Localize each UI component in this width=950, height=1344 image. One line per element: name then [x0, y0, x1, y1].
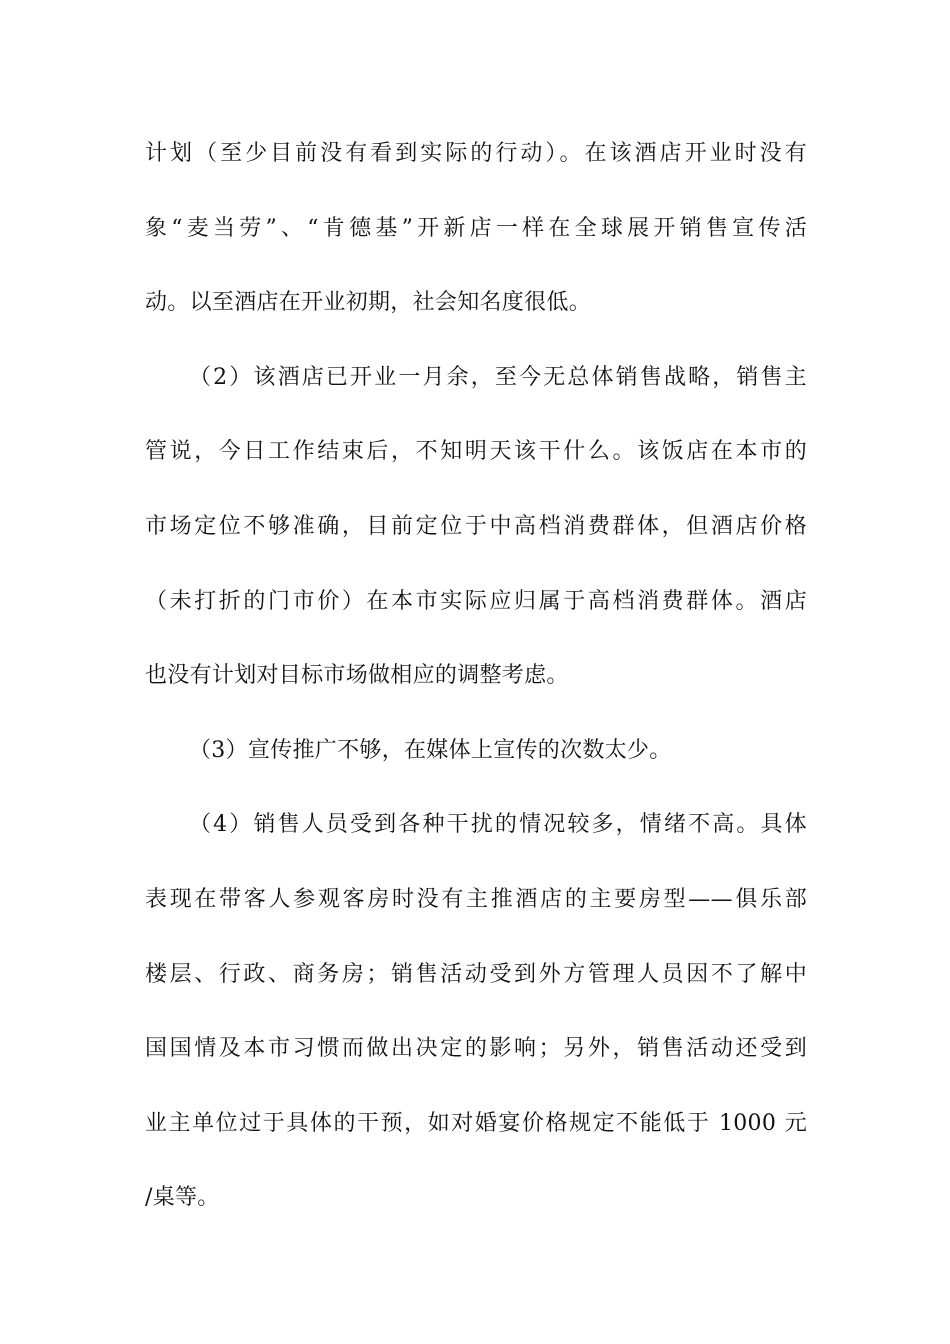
- text-line: 管说，今日工作结束后，不知明天该干什么。该饭店在本市的: [145, 439, 807, 465]
- text-line: 也没有计划对目标市场做相应的调整考虑。: [145, 663, 569, 689]
- paragraph-4-first-line: （4）销售人员受到各种干扰的情况较多，情绪不高。具体: [189, 812, 807, 838]
- paragraph-3-line: （3）宣传推广不够，在媒体上宣传的次数太少。: [189, 737, 672, 763]
- text-line: 楼层、行政、商务房；销售活动受到外方管理人员因不了解中: [145, 961, 807, 987]
- text-line: 业主单位过于具体的干预，如对婚宴价格规定不能低于 1000 元: [145, 1110, 807, 1136]
- document-body: [145, 126, 807, 1245]
- paragraph-2-first-line: （2）该酒店已开业一月余，至今无总体销售战略，销售主: [189, 364, 807, 390]
- text-line: 市场定位不够准确，目前定位于中高档消费群体，但酒店价格: [145, 513, 807, 539]
- text-line: 象“麦当劳”、“肯德基”开新店一样在全球展开销售宣传活: [145, 215, 807, 241]
- text-line: 计划（至少目前没有看到实际的行动）。在该酒店开业时没有: [145, 141, 807, 166]
- text-line: /桌等。: [145, 1185, 220, 1211]
- text-line: 动。以至酒店在开业初期，社会知名度很低。: [145, 290, 592, 316]
- text-line: 国国情及本市习惯而做出决定的影响；另外，销售活动还受到: [145, 1036, 807, 1062]
- text-line: 表现在带客人参观客房时没有主推酒店的主要房型——俱乐部: [145, 886, 807, 912]
- text-line: （未打折的门市价）在本市实际应归属于高档消费群体。酒店: [145, 588, 807, 614]
